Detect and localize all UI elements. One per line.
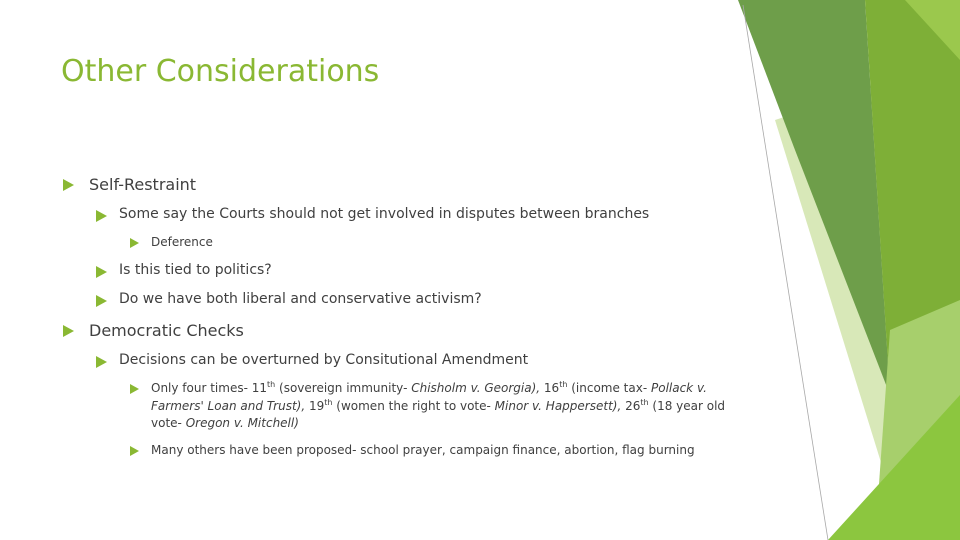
bullet-arrow-icon (96, 295, 107, 307)
bullet-arrow-icon (130, 384, 139, 394)
bullet-four-amendments: Only four times- 11th (sovereign immunity- Chisholm v. Georgia), 16th (income tax- Pollack v. Farmers' Loan and Trust), 19th (women the right to vote- Minor v. Happersett), 26th (18 year old vote- Oregon v. Mitchell) (151, 380, 726, 430)
heading-democratic-checks: Democratic Checks (89, 321, 244, 340)
bullet-arrow-icon (96, 266, 107, 278)
bullet-deference: Deference (151, 235, 213, 249)
bullet-arrow-icon (96, 210, 107, 222)
bullet-arrow-icon (63, 179, 74, 191)
bullet-arrow-icon (130, 238, 139, 248)
bullet-arrow-icon (96, 356, 107, 368)
bullet-arrow-icon (63, 325, 74, 337)
heading-self-restraint: Self-Restraint (89, 175, 197, 194)
bullet-arrow-icon (130, 446, 139, 456)
bullet-politics: Is this tied to politics? (119, 262, 272, 278)
slide-title: Other Considerations (61, 54, 380, 89)
bullet-activism: Do we have both liberal and conservative activism? (119, 291, 482, 307)
bullet-other-proposals: Many others have been proposed- school prayer, campaign finance, abortion, flag burning (151, 443, 695, 457)
bullet-courts-disputes: Some say the Courts should not get involved in disputes between branches (119, 206, 650, 222)
bullet-constitutional-amendment: Decisions can be overturned by Consitutional Amendment (119, 352, 529, 368)
decor-dark-green-panel (738, 0, 890, 395)
